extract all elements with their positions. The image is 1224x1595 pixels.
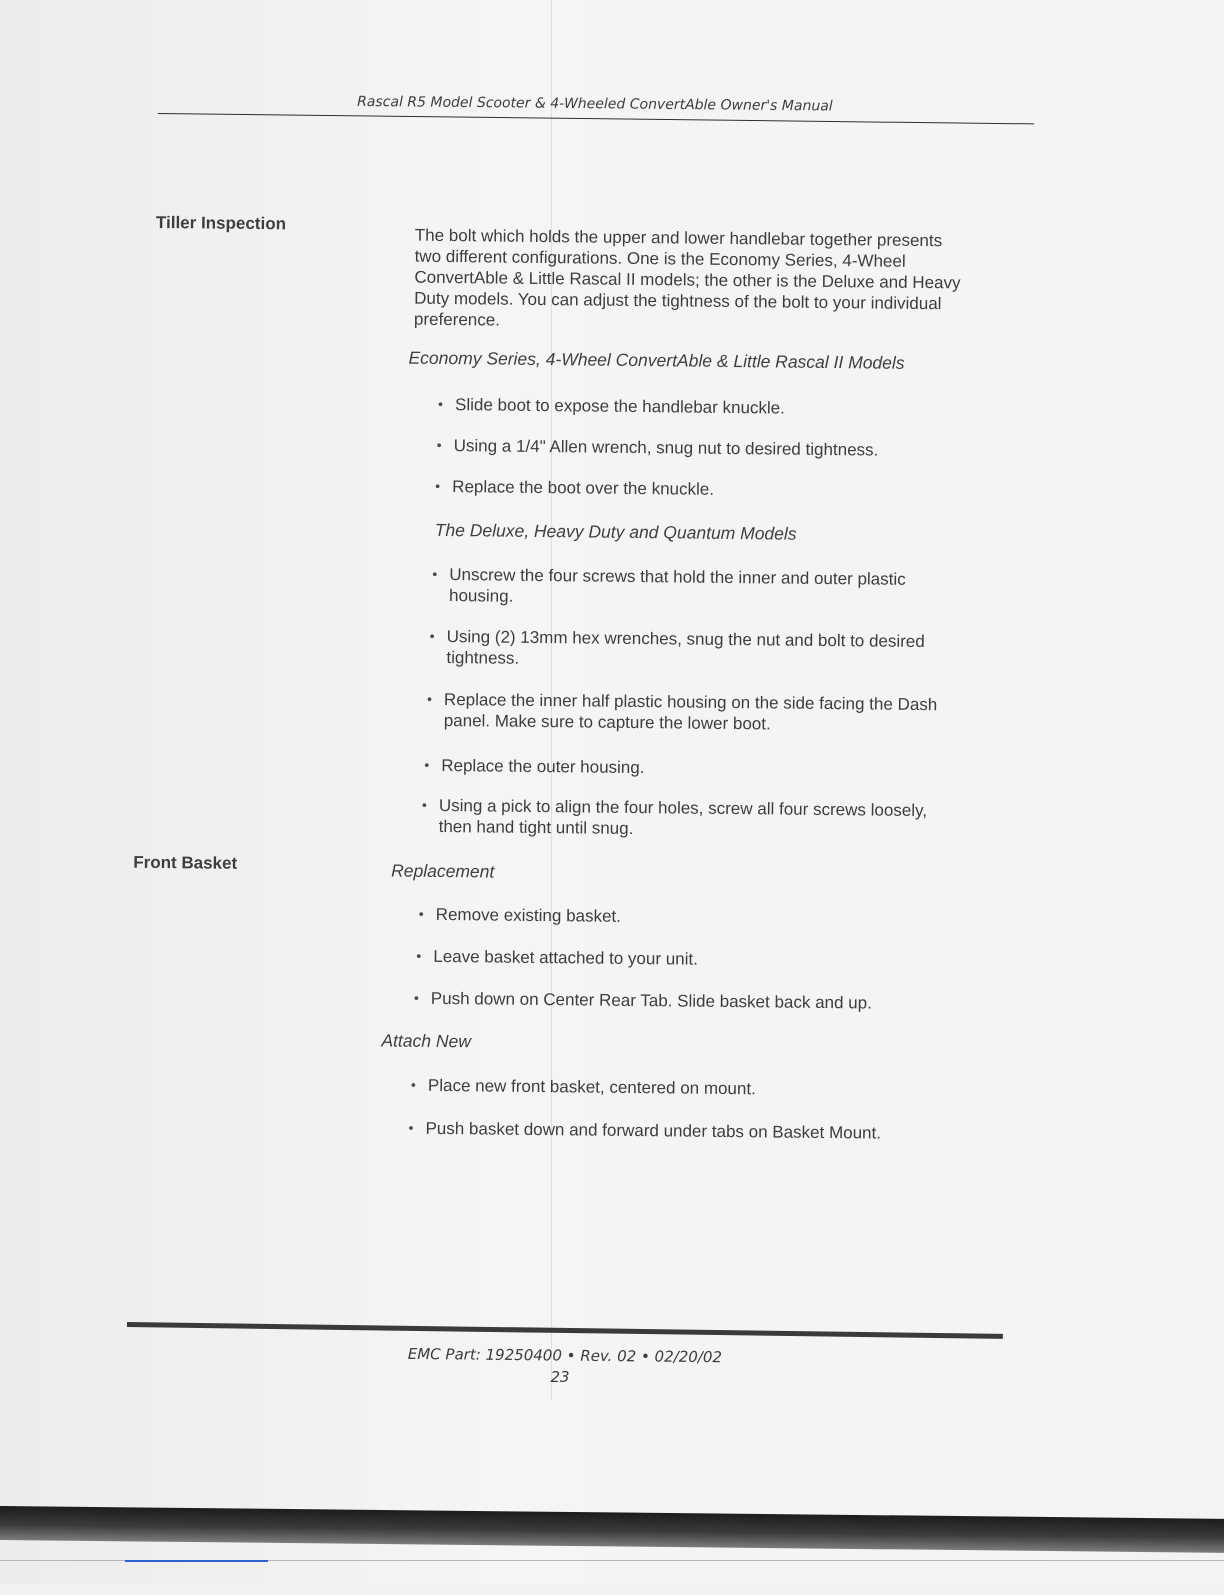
bullet-icon: • xyxy=(436,436,442,453)
bullet-icon: • xyxy=(435,477,441,494)
bullet-icon: • xyxy=(410,1076,416,1093)
list-item xyxy=(408,1118,881,1144)
bullet-icon: • xyxy=(421,796,427,813)
tiller-intro-paragraph xyxy=(414,225,1035,336)
list-item-text: then hand tight until snug. xyxy=(438,816,634,838)
replacement-heading: Replacement xyxy=(391,860,495,882)
list-item-text: Using a 1/4" Allen wrench, snug nut to desired tightness. xyxy=(453,436,879,460)
deluxe-models-heading: The Deluxe, Heavy Duty and Quantum Models xyxy=(434,519,797,544)
intro-line: The bolt which holds the upper and lower handlebar together presents xyxy=(414,225,943,251)
section-label-tiller-inspection: Tiller Inspection xyxy=(155,212,287,234)
list-item xyxy=(414,988,872,1014)
bullet-icon: • xyxy=(416,947,422,964)
bullet-icon: • xyxy=(424,756,430,773)
list-item-text: Using a pick to align the four holes, screw all four screws loosely, xyxy=(438,795,928,821)
list-item-text: housing. xyxy=(448,586,514,606)
list-item xyxy=(411,1075,756,1100)
list-item-text: Using (2) 13mm hex wrenches, snug the nut and bolt to desired xyxy=(446,627,925,652)
bullet-icon: • xyxy=(418,905,424,922)
bullet-icon: • xyxy=(429,627,435,644)
list-item-text: Place new front basket, centered on mount. xyxy=(427,1075,756,1099)
list-item-text: tightness. xyxy=(446,648,520,668)
list-item xyxy=(437,435,879,461)
list-item xyxy=(432,564,906,611)
intro-line: Duty models. You can adjust the tightness of the bolt to your individual xyxy=(414,288,942,314)
bullet-icon: • xyxy=(408,1119,414,1136)
section-label-front-basket: Front Basket xyxy=(133,852,238,873)
intro-line: two different configurations. One is the Economy Series, 4-Wheel xyxy=(414,246,906,271)
attach-new-heading: Attach New xyxy=(381,1030,472,1052)
list-item xyxy=(424,755,644,778)
list-item xyxy=(435,476,714,500)
bullet-icon: • xyxy=(426,690,432,707)
list-item xyxy=(438,394,785,419)
list-item xyxy=(429,626,925,673)
bullet-icon: • xyxy=(432,565,438,582)
list-item xyxy=(419,904,621,927)
list-item-text: Replace the inner half plastic housing on the side facing the Dash xyxy=(443,690,938,715)
list-item-text: Replace the outer housing. xyxy=(441,755,645,778)
economy-models-heading: Economy Series, 4-Wheel ConvertAble & Little Rascal II Models xyxy=(408,347,905,373)
list-item-text: Unscrew the four screws that hold the inner and outer plastic xyxy=(449,565,906,589)
intro-line: preference. xyxy=(413,309,501,330)
list-item-text: Remove existing basket. xyxy=(435,904,622,926)
list-item-text: Push down on Center Rear Tab. Slide basket back and up. xyxy=(430,988,872,1013)
page-number: 23 xyxy=(550,1368,570,1386)
list-item-text: panel. Make sure to capture the lower boot. xyxy=(443,710,771,734)
list-item-text: Slide boot to expose the handlebar knuckle. xyxy=(454,395,786,418)
scan-blue-mark xyxy=(125,1560,268,1562)
list-item xyxy=(416,946,698,970)
intro-line: ConvertAble & Little Rascal II models; the other is the Deluxe and Heavy xyxy=(414,267,961,293)
footer-part-number: EMC Part: 19250400 • Rev. 02 • 02/20/02 xyxy=(407,1344,723,1367)
list-item-text: Leave basket attached to your unit. xyxy=(433,946,699,969)
list-item xyxy=(422,795,928,842)
page-header-title: Rascal R5 Model Scooter & 4-Wheeled ConvertAble Owner's Manual xyxy=(357,93,833,115)
list-item-text: Push basket down and forward under tabs on Basket Mount. xyxy=(425,1118,882,1143)
list-item-text: Replace the boot over the knuckle. xyxy=(452,477,715,499)
bullet-icon: • xyxy=(413,989,419,1006)
bullet-icon: • xyxy=(438,395,444,412)
list-item xyxy=(427,689,938,736)
